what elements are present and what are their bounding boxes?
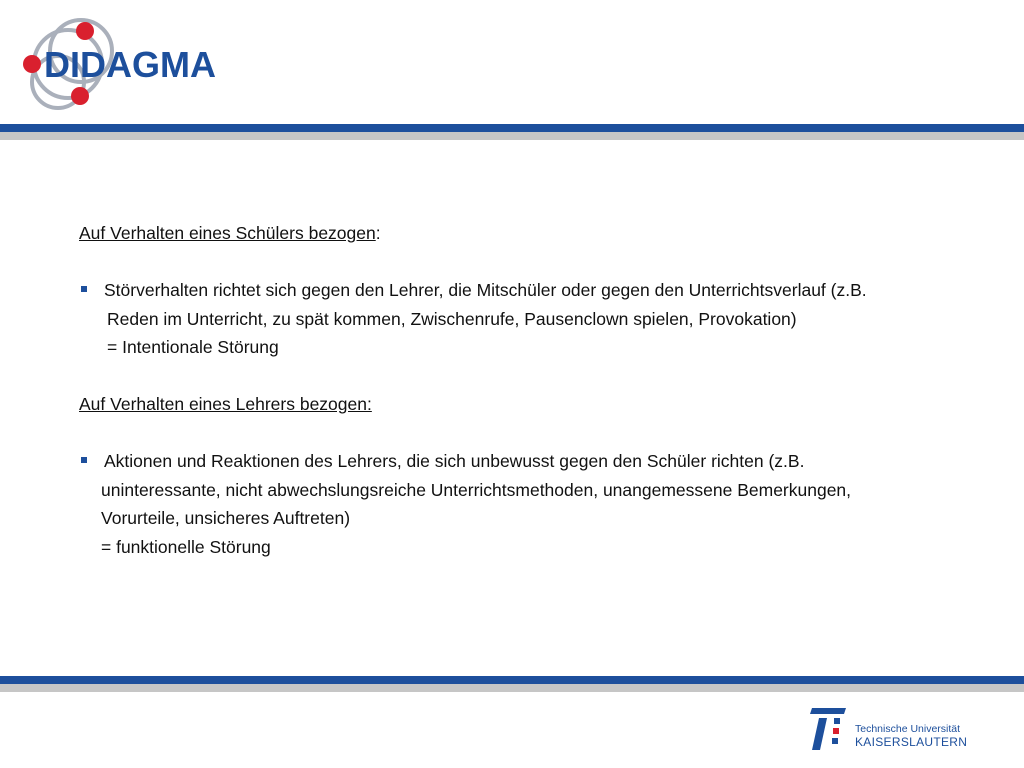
section1-line-3: = Intentionale Störung [107,337,279,357]
bottom-blue-band [0,676,1024,684]
section1-heading: Auf Verhalten eines Schülers bezogen [79,223,376,243]
slide-content [79,219,979,561]
top-blue-band [0,124,1024,132]
section2-line-3: Vorurteile, unsicheres Auftreten) [101,508,351,528]
section2-line-4: = funktionelle Störung [101,536,271,557]
tu-name-line-2: KAISERSLAUTERN [855,735,968,749]
bottom-grey-band [0,684,1024,692]
top-grey-band [0,132,1024,140]
didagma-logo [18,14,238,114]
section1-heading-colon: : [375,223,381,243]
tu-name-line-1: Technische Universität [855,723,961,735]
logo-text: DIDAGMA [44,44,216,85]
section1-line-2: Reden im Unterricht, zu spät kommen, Zwischenrufe, Pausenclown spielen, Provokation) [107,308,797,329]
tu-kaiserslautern-logo [806,706,978,752]
section2-heading-row [79,390,979,419]
section2-line-2: uninteressante, nicht abwechslungsreiche Unterrichtsmethoden, unangemessene Bemerkungen, [101,479,852,500]
section2-line-1: Aktionen und Reaktionen des Lehrers, die sich unbewusst gegen den Schüler richten (z.B. [104,451,805,471]
section1-bullet [79,276,979,362]
tu-emblem-icon [810,708,846,750]
section1-heading-row [79,219,979,248]
section2-heading: Auf Verhalten eines Lehrers bezogen: [79,394,372,414]
bullet-square-icon [81,286,87,292]
section1-line-1: Störverhalten richtet sich gegen den Lehrer, die Mitschüler oder gegen den Unterrichtsverlauf (z.B. [104,280,867,300]
bullet-square-icon [81,457,87,463]
section2-bullet [79,447,979,561]
